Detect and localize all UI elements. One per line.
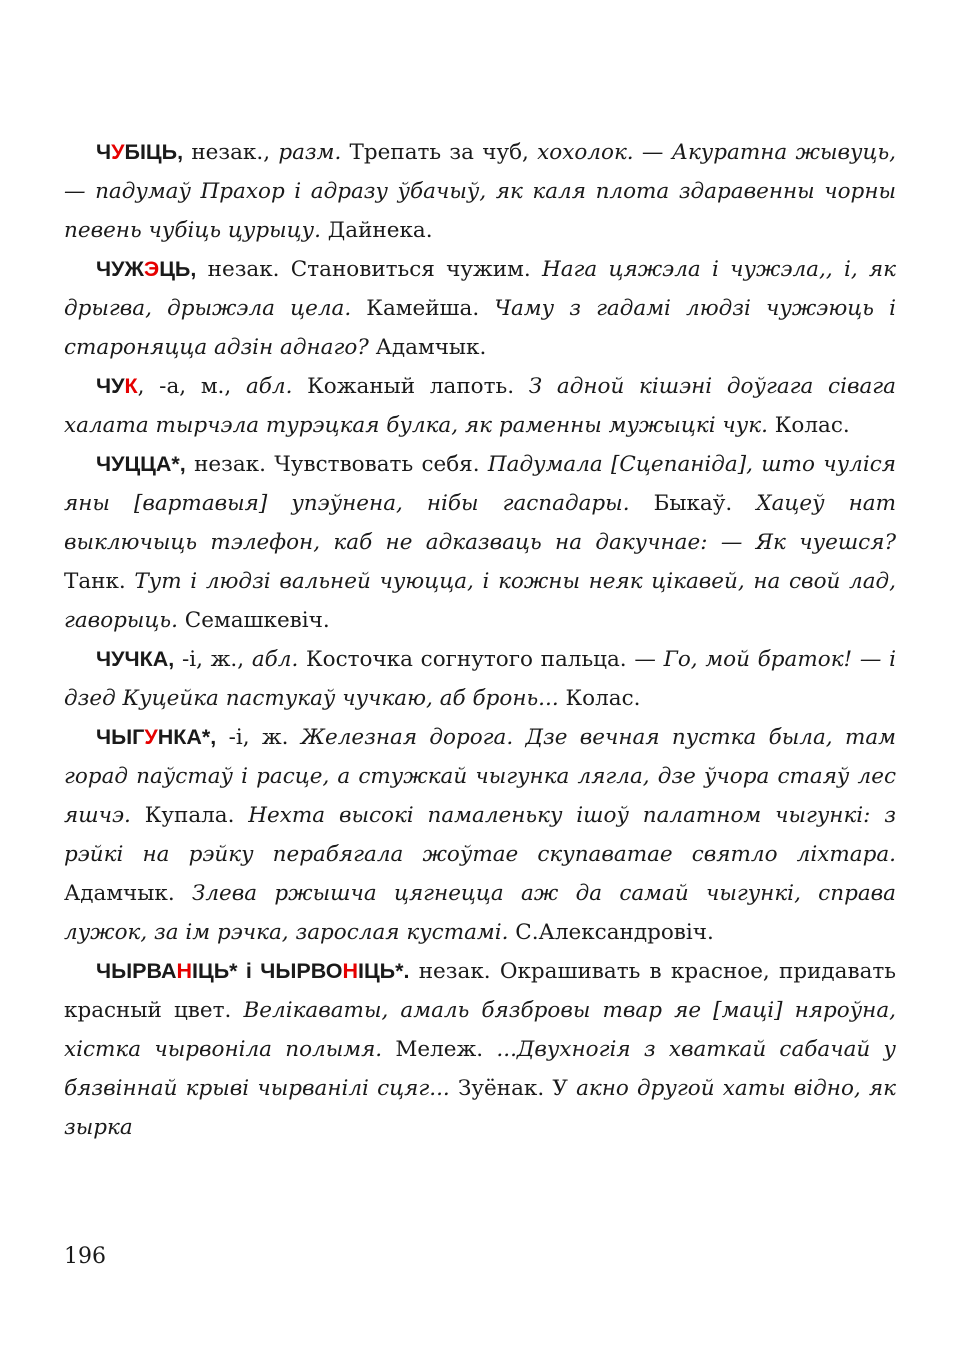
dictionary-entry: [64, 640, 896, 718]
entry-example: абл.: [251, 647, 299, 672]
entry-headword: ЧУЦЦА*,: [96, 452, 186, 476]
entry-text: Мележ.: [382, 1037, 497, 1062]
entry-text: Танк.: [64, 569, 135, 594]
entry-text: Кожаный лапоть.: [292, 374, 529, 399]
entry-text: Быкаў.: [629, 491, 757, 516]
stress-mark: Э: [143, 257, 160, 281]
entry-text: Косточка согнутого пальца. —: [298, 647, 664, 672]
entry-headword: ЧУЧКА,: [96, 647, 175, 671]
entry-text: незак. Окрашивать в красное, придавать красный цвет.: [64, 959, 897, 1023]
dictionary-entry: [64, 133, 896, 250]
entry-example: Злева ржышча цягнецца аж да самай чыгункі, справа лужок, за ім рэчка, зарослая кустамі.: [64, 881, 896, 945]
entry-example: З адной кішэні доўгага сівага халата тырчэла турэцкая булка, як раменны мужыцкі чук.: [64, 374, 896, 438]
entry-text: незак.,: [183, 140, 279, 165]
entry-example: Падумала [Сцепаніда], што чуліся яны [вартавыя] упэўнена, нібы гаспадары.: [64, 452, 896, 516]
entry-example: Чаму з гадамі людзі чужэюць і староняцца адзін аднаго?: [64, 296, 896, 360]
entry-text: незак. Становиться чужим.: [196, 257, 542, 282]
stress-mark: Н: [342, 959, 358, 983]
entry-example: акно другой хаты відно, як зырка: [64, 1076, 897, 1140]
entry-example: Тут і людзі вальней чуюцца, і кожны неяк цікавей, на свой лад, гаворыць.: [64, 569, 896, 633]
stress-mark: У: [144, 725, 158, 749]
dictionary-entry: [64, 445, 896, 640]
dictionary-entry: [64, 718, 896, 952]
dictionary-entry: [64, 250, 896, 367]
entry-example: Акуратна жывуць, — падумаў Прахор і адразу ўбачыў, як каля плота здаравенны чорны певень чубіць цурыцу.: [64, 140, 896, 243]
entry-text: , -а, м.,: [137, 374, 246, 399]
entry-example: Нехта высокі памаленьку ішоў палатном чыгункі: з рэйкі на рэйку перабягала жоўтае скупаватае святло ліхтара.: [64, 803, 896, 867]
entry-example: разм.: [278, 140, 342, 165]
entry-example: Велікаваты, амаль бязбровы твар яе [маці] няроўна, хістка чырвоніла полымя.: [64, 998, 896, 1062]
entry-example: Хацеў нат выключыць тэлефон, каб не адказваць на дакучнае: — Як чуешся?: [64, 491, 896, 555]
page-number: 196: [64, 1244, 106, 1269]
entry-example: Дзе вечная пустка была, там горад паўстаў і расце, а стужкай чыгунка лягла, дзе ўчора стаяў лес яшчэ.: [64, 725, 896, 828]
entry-headword: ЧУБІЦЬ,: [96, 140, 184, 164]
entry-text: Колас.: [767, 413, 850, 438]
entry-text: незак. Чувствовать себя.: [185, 452, 488, 477]
entry-text: Адамчык.: [368, 335, 487, 360]
entry-headword: ЧУЖЭЦЬ,: [96, 257, 197, 281]
dictionary-page: [64, 133, 896, 1147]
stress-mark: У: [111, 140, 125, 164]
stress-mark: К: [124, 374, 138, 398]
entry-text: Зуёнак. У: [449, 1076, 577, 1101]
entry-example: абл.: [245, 374, 293, 399]
entry-text: Семашкевіч.: [177, 608, 330, 633]
entry-example: Го, мой браток! — і дзед Куцейка пастукаў чучкаю, аб бронь...: [64, 647, 896, 711]
dictionary-entry: [64, 952, 896, 1147]
entry-text: С.Александровіч.: [508, 920, 714, 945]
entry-text: Камейша.: [351, 296, 495, 321]
entry-text: [513, 725, 525, 750]
entry-example: хохолок.: [537, 140, 634, 165]
entry-text: Дайнека.: [320, 218, 433, 243]
entry-text: Адамчык.: [64, 881, 192, 906]
entry-text: -і, ж.,: [174, 647, 252, 672]
entry-headword: ЧЫРВАНІЦЬ*: [96, 959, 238, 983]
entry-text: Колас.: [558, 686, 641, 711]
entry-headword-variant: ЧЫРВОНІЦЬ*.: [260, 959, 410, 983]
entry-text: —: [633, 140, 672, 165]
entry-example: Нага цяжэла і чужэла,, і, як дрыгва, дрыжэла цела.: [64, 257, 897, 321]
stress-mark: Н: [176, 959, 193, 983]
dictionary-entry: [64, 367, 896, 445]
entry-headword: ЧЫГУНКА*,: [96, 725, 217, 749]
entry-example: ...Двухногія з хваткай сабачай у бязвіннай крыві чырванілі сцяг...: [64, 1037, 896, 1101]
entry-example: Железная дорога.: [300, 725, 514, 750]
entry-text: Трепать за чуб,: [341, 140, 538, 165]
entry-text: Купала.: [130, 803, 249, 828]
headword-joiner: і: [237, 959, 261, 983]
entry-text: -і, ж.: [216, 725, 301, 750]
entry-headword: ЧУК: [96, 374, 138, 398]
